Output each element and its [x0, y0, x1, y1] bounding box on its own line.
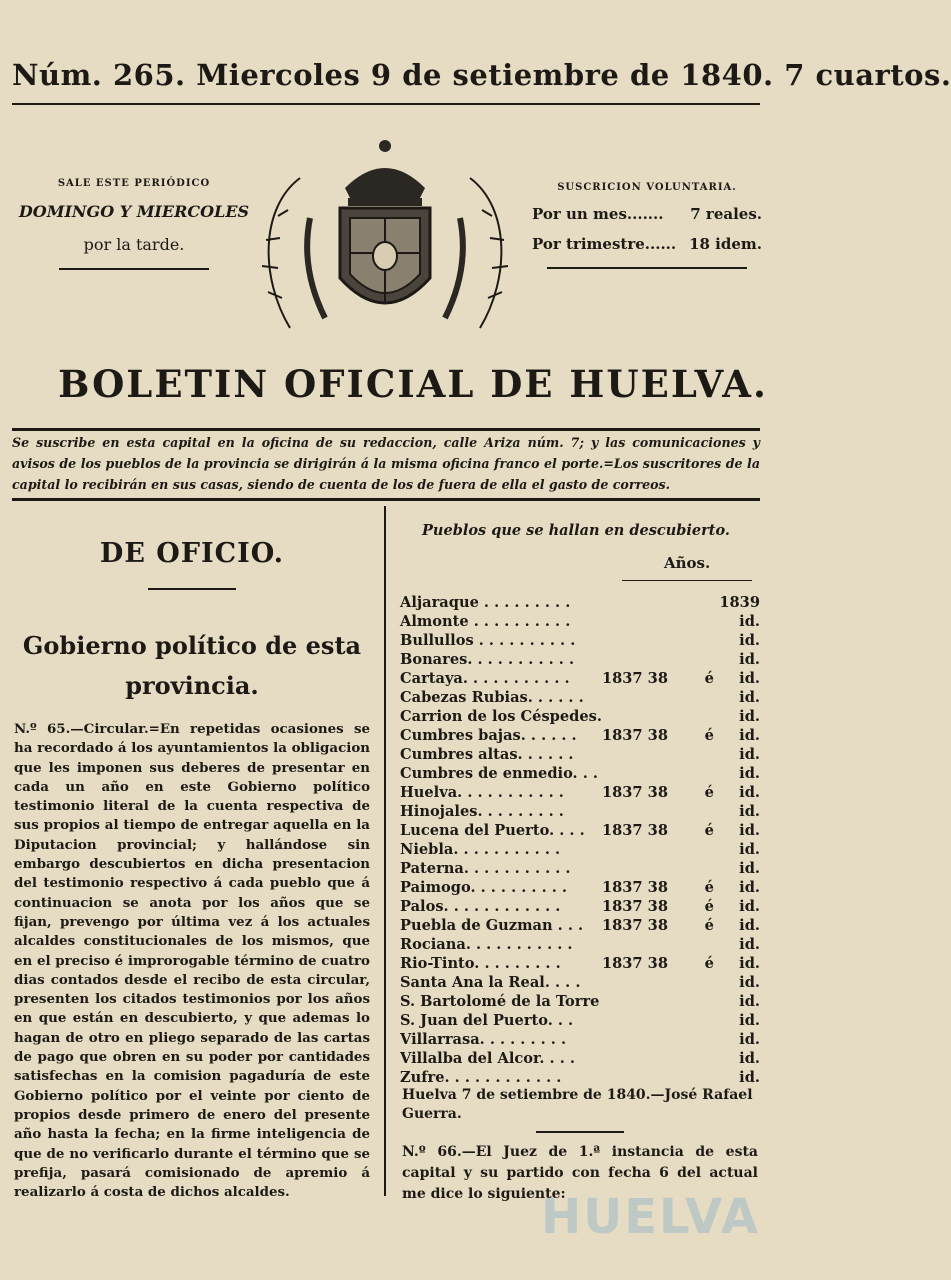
- town-ano: id.: [739, 898, 760, 915]
- town-conj: é: [704, 955, 714, 972]
- article-heading: Gobierno político de esta provincia.: [22, 631, 362, 700]
- watermark-text: HUELVA: [541, 1189, 760, 1245]
- table-row: [400, 765, 760, 784]
- town-ano: id.: [739, 879, 760, 896]
- town-ano: id.: [739, 746, 760, 763]
- signature: Huelva 7 de setiembre de 1840.—José Rafael Guerra.: [402, 1087, 753, 1122]
- town-name: Santa Ana la Real. . . .: [400, 974, 581, 991]
- month-price: 7 reales.: [690, 205, 762, 223]
- royal-coat-of-arms-emblem: [250, 128, 520, 350]
- town-name: Huelva. . . . . . . . . . .: [400, 784, 564, 801]
- town-conj: [699, 860, 719, 879]
- town-name: Carrion de los Céspedes.: [400, 708, 602, 725]
- town-years: 1837 38: [601, 898, 668, 915]
- town-name: Villarrasa. . . . . . . . .: [400, 1031, 567, 1048]
- town-conj: [699, 613, 719, 632]
- town-ano: id.: [739, 651, 760, 668]
- article-body: N.º 65.—Circular.=En repetidas ocasiones se ha recordado á los ayuntamientos la obligacion que les imponen sus deberes de presentar en cada un año en este Gobierno político testimonio literal de la cuenta respectiva de sus propios al tiempo de entregar aquella en la Diputacion provincial; y hallándose sin embargo descubiertos en dicha presentacion del testimonio respectivo á cada pueblo que á continuacion se anota por los años que se fijan, prevengo por última vez á los actuales alcaldes constitucionales de los mismos, que en el preciso é improrogable término de cuatro dias contados desde el recibo de esta circular, presenten los citados testimonios por los años en que están en descubierto, y que ademas lo hagan de otro en pliego separado de las cartas de pago que obren en su poder por cantidades satisfechas en la comision pagaduría de este Gobierno político por el veinte por ciento de propios desde primero de enero del presente año hasta la fecha; en la firme inteligencia de que de no verificarlo durante el término que se prefija, pasará comisionado de apremio á realizarlo á costa de dichos alcaldes.: [14, 721, 370, 1201]
- town-conj: [699, 936, 719, 955]
- town-conj: [699, 974, 719, 993]
- town-years: [602, 613, 699, 632]
- town-ano: id.: [739, 727, 760, 744]
- quarter-price: 18 idem.: [689, 235, 762, 253]
- table-row: [400, 822, 760, 841]
- town-ano: id.: [739, 803, 760, 820]
- town-ano: id.: [739, 1069, 760, 1086]
- town-name: Paimogo. . . . . . . . . .: [400, 879, 567, 896]
- quarter-label: Por trimestre......: [532, 235, 677, 253]
- town-name: S. Bartolomé de la Torre: [400, 993, 600, 1010]
- table-row: [400, 1012, 760, 1031]
- town-ano: id.: [739, 670, 760, 687]
- newspaper-title: BOLETIN OFICIAL DE HUELVA.: [58, 362, 768, 406]
- table-row: [400, 1050, 760, 1069]
- table-row: [400, 670, 760, 689]
- town-years: [602, 632, 699, 651]
- town-ano: id.: [739, 613, 760, 630]
- town-years: [602, 1050, 699, 1069]
- town-ano: id.: [739, 917, 760, 934]
- publication-schedule: [14, 178, 254, 270]
- town-name: Cabezas Rubias. . . . . .: [400, 689, 584, 706]
- town-years: [602, 594, 699, 613]
- subscription-rule: [547, 267, 747, 269]
- table-row: [400, 898, 760, 917]
- town-years: 1837 38: [601, 784, 668, 801]
- subscription-month: [532, 205, 762, 223]
- town-ano: id.: [739, 822, 760, 839]
- article-66: N.º 66.—El Juez de 1.ª instancia de esta capital y su partido con fecha 6 del actual me dice lo siguiente:: [402, 1144, 758, 1202]
- table-row: [400, 936, 760, 955]
- section-rule: [148, 588, 236, 590]
- town-name: Cumbres de enmedio. . .: [400, 765, 598, 782]
- table-row: [400, 651, 760, 670]
- town-ano: id.: [739, 765, 760, 782]
- town-conj: [699, 1012, 719, 1031]
- town-name: Bullullos . . . . . . . . . .: [400, 632, 576, 649]
- town-name: Cumbres altas. . . . . .: [400, 746, 574, 763]
- town-name: Zufre. . . . . . . . . . . .: [400, 1069, 562, 1086]
- town-conj: [699, 651, 719, 670]
- title-rule-top: [12, 428, 760, 431]
- town-name: Cumbres bajas. . . . . .: [400, 727, 577, 744]
- schedule-days: DOMINGO Y MIERCOLES: [18, 202, 250, 221]
- town-name: Aljaraque . . . . . . . . .: [400, 594, 571, 611]
- town-years: [602, 993, 699, 1012]
- town-years: [602, 651, 699, 670]
- subscription-heading: SUSCRICION VOLUNTARIA.: [557, 182, 737, 193]
- town-ano: id.: [739, 974, 760, 991]
- table-row: [400, 632, 760, 651]
- table-row: [400, 955, 760, 974]
- town-conj: [699, 841, 719, 860]
- subscription-quarter: [532, 235, 762, 253]
- subscription-info: [532, 182, 762, 269]
- table-row: [400, 860, 760, 879]
- column-divider: [384, 506, 386, 1196]
- town-name: Palos. . . . . . . . . . . .: [400, 898, 561, 915]
- section-heading: DE OFICIO.: [99, 538, 285, 569]
- town-conj: [699, 632, 719, 651]
- schedule-line-1: SALE ESTE PERIÓDICO: [57, 178, 211, 189]
- town-years: [602, 974, 699, 993]
- town-conj: é: [704, 727, 714, 744]
- town-name: Almonte . . . . . . . . . .: [400, 613, 571, 630]
- town-name: Niebla. . . . . . . . . . .: [400, 841, 561, 858]
- town-conj: [699, 993, 719, 1012]
- table-row: [400, 993, 760, 1012]
- town-years: [602, 803, 699, 822]
- schedule-time: por la tarde.: [83, 235, 185, 254]
- town-years: 1837 38: [601, 727, 668, 744]
- town-name: Cartaya. . . . . . . . . . .: [400, 670, 570, 687]
- town-years: 1837 38: [601, 822, 668, 839]
- table-row: [400, 708, 760, 727]
- town-conj: é: [704, 822, 714, 839]
- town-ano: id.: [739, 689, 760, 706]
- table-row: [400, 1031, 760, 1050]
- town-years: [602, 1012, 699, 1031]
- table-row: [400, 784, 760, 803]
- town-name: Paterna. . . . . . . . . . .: [400, 860, 571, 877]
- table-row: [400, 879, 760, 898]
- town-name: Lucena del Puerto. . . .: [400, 822, 585, 839]
- table-row: [400, 841, 760, 860]
- town-conj: [699, 765, 719, 784]
- town-ano: id.: [739, 993, 760, 1010]
- town-years: [602, 708, 699, 727]
- town-ano: id.: [739, 936, 760, 953]
- town-name: Rio-Tinto. . . . . . . . .: [400, 955, 561, 972]
- town-years: 1837 38: [601, 879, 668, 896]
- table-row: [400, 594, 760, 613]
- town-conj: [699, 746, 719, 765]
- subscription-notice: Se suscribe en esta capital en la oficina de su redaccion, calle Ariza núm. 7; y las comunicaciones y avisos de los pueblos de la provincia se dirigirán á la misma oficina franco el porte.=Los suscritores de la capital lo recibirán en sus casas, siendo de cuenta de los de fuera de ella el gasto de correos.: [12, 435, 760, 492]
- town-years: [602, 765, 699, 784]
- table-row: [400, 727, 760, 746]
- town-years: [602, 1031, 699, 1050]
- town-ano: id.: [739, 1031, 760, 1048]
- town-conj: [699, 594, 719, 613]
- signature-rule: [536, 1131, 624, 1133]
- month-label: Por un mes.......: [532, 205, 664, 223]
- town-years: 1837 38: [601, 955, 668, 972]
- masthead: Núm. 265. Miercoles 9 de setiembre de 1840. 7 cuartos.: [12, 58, 951, 92]
- table-row: [400, 689, 760, 708]
- town-conj: [699, 708, 719, 727]
- town-conj: é: [704, 670, 714, 687]
- town-name: Villalba del Alcor. . . .: [400, 1050, 575, 1067]
- town-conj: [699, 689, 719, 708]
- table-row: [400, 613, 760, 632]
- table-row: [400, 974, 760, 993]
- town-conj: é: [704, 879, 714, 896]
- town-ano: id.: [739, 841, 760, 858]
- town-ano: 1839: [719, 594, 760, 611]
- town-ano: id.: [739, 1050, 760, 1067]
- title-rule-bottom: [12, 498, 760, 501]
- town-ano: id.: [739, 708, 760, 725]
- town-years: [602, 689, 699, 708]
- town-years: [602, 936, 699, 955]
- town-years: 1837 38: [601, 670, 668, 687]
- table-row: [400, 917, 760, 936]
- town-ano: id.: [739, 632, 760, 649]
- years-column-label: Años.: [664, 554, 711, 572]
- town-conj: [699, 1031, 719, 1050]
- town-ano: id.: [739, 955, 760, 972]
- town-conj: é: [704, 898, 714, 915]
- watermark: [430, 1172, 760, 1262]
- town-years: [602, 860, 699, 879]
- town-name: Rociana. . . . . . . . . . .: [400, 936, 573, 953]
- town-years: [602, 746, 699, 765]
- town-name: Bonares. . . . . . . . . . .: [400, 651, 575, 668]
- masthead-rule: [12, 103, 760, 105]
- town-years: 1837 38: [601, 917, 668, 934]
- town-ano: id.: [739, 784, 760, 801]
- towns-table: [400, 594, 760, 1088]
- table-row: [400, 803, 760, 822]
- town-conj: [699, 803, 719, 822]
- towns-heading: Pueblos que se hallan en descubierto.: [422, 522, 730, 539]
- town-ano: id.: [739, 860, 760, 877]
- town-name: Hinojales. . . . . . . . .: [400, 803, 564, 820]
- years-rule: [622, 580, 752, 581]
- schedule-rule: [59, 268, 209, 270]
- town-conj: é: [704, 917, 714, 934]
- town-name: Puebla de Guzman . . .: [400, 917, 584, 934]
- town-conj: é: [704, 784, 714, 801]
- table-row: [400, 746, 760, 765]
- town-years: [602, 841, 699, 860]
- town-name: S. Juan del Puerto. . .: [400, 1012, 574, 1029]
- town-ano: id.: [739, 1012, 760, 1029]
- town-conj: [699, 1050, 719, 1069]
